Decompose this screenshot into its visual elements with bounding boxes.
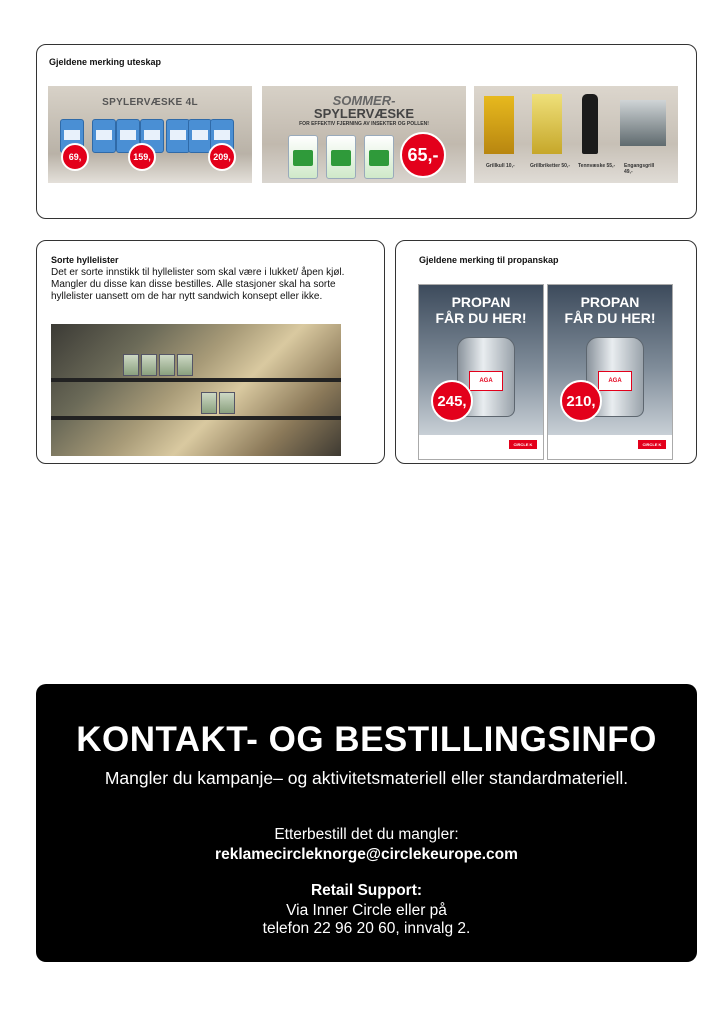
sommer-title: SOMMER- xyxy=(332,93,396,108)
washer-fluid-bag xyxy=(364,135,394,179)
sandwich-pack xyxy=(159,354,175,376)
product-label: Grillkull 10,- xyxy=(486,163,515,169)
price-badge: 210, xyxy=(560,380,602,422)
contact-subtitle: Mangler du kampanje– og aktivitetsmateriell eller standardmateriell. xyxy=(104,768,629,788)
price-badge: 69, xyxy=(61,143,89,171)
spylervaeske-4l-title: SPYLERVÆSKE 4L xyxy=(102,97,198,108)
washer-fluid-bag xyxy=(326,135,356,179)
uteskap-section xyxy=(36,44,697,219)
poster-headline-line1: PROPAN xyxy=(580,294,640,310)
washer-fluid-jug xyxy=(166,119,190,153)
price-badge: 159, xyxy=(128,143,156,171)
shelf-strip xyxy=(51,378,341,382)
propanskap-title: Gjeldene merking til propanskap xyxy=(419,255,559,265)
spylervaeske-title: SPYLERVÆSKE xyxy=(313,106,415,121)
propan-poster xyxy=(547,284,673,460)
fridge-shelf-photo xyxy=(51,324,341,456)
circle-k-logo: CIRCLE K xyxy=(509,440,537,449)
sandwich-pack xyxy=(123,354,139,376)
price-badge: 209, xyxy=(208,143,236,171)
sandwich-pack xyxy=(219,392,235,414)
poster-headline-line2: FÅR DU HER! xyxy=(564,310,656,326)
sandwich-pack xyxy=(177,354,193,376)
sommer-subtitle: FOR EFFEKTIV FJERNING AV INSEKTER OG POLLEN! xyxy=(299,121,429,127)
product-label: Tennvæske 55,- xyxy=(578,163,616,169)
sandwich-pack xyxy=(141,354,157,376)
sandwich-pack xyxy=(201,392,217,414)
contact-title: KONTAKT- OG BESTILLINGSINFO xyxy=(76,720,657,759)
propanskap-section xyxy=(395,240,697,464)
lighter-fluid-bottle xyxy=(582,94,598,154)
price-badge: 65,- xyxy=(400,132,446,178)
hyllelister-section xyxy=(36,240,385,464)
shelf-strip xyxy=(51,416,341,420)
retail-support-line2: telefon 22 96 20 60, innvalg 2. xyxy=(262,920,471,937)
washer-fluid-jug xyxy=(92,119,116,153)
washer-fluid-bag xyxy=(288,135,318,179)
contact-info-panel xyxy=(36,684,697,962)
retail-support-line1: Via Inner Circle eller på xyxy=(286,902,447,919)
tank-label: AGA xyxy=(598,371,632,391)
poster-headline-line1: PROPAN xyxy=(451,294,511,310)
briquettes-bag xyxy=(532,94,562,154)
poster-headline xyxy=(419,294,543,326)
price-badge: 245, xyxy=(431,380,473,422)
sommer-spylervaeske-poster xyxy=(262,86,466,183)
product-label: Engangsgrill 49,- xyxy=(624,163,655,175)
tank-label: AGA xyxy=(469,371,503,391)
disposable-grill xyxy=(620,100,666,146)
poster-headline xyxy=(548,294,672,326)
uteskap-title: Gjeldene merking uteskap xyxy=(49,57,162,67)
retail-support-label: Retail Support: xyxy=(310,882,423,899)
hyllelister-title: Sortе hyllelister xyxy=(51,255,119,265)
washer-fluid-jug xyxy=(188,119,212,153)
spylervaeske-4l-poster xyxy=(48,86,252,183)
circle-k-logo: CIRCLE K xyxy=(638,440,666,449)
order-email-link[interactable]: reklamecircleknorge@circlekeurope.com xyxy=(215,846,518,863)
hyllelister-text: Det er sorte innstikk til hyllelister som skal være i lukket/ åpen kjøl. Mangler du disse kan disse bestilles. Alle stasjoner skal ha sorte hyllelister uansett om de har nytt sandwich konsept eller ikke. xyxy=(51,267,345,302)
propan-poster xyxy=(418,284,544,460)
grill-products-poster xyxy=(474,86,678,183)
order-label: Etterbestill det du mangler: xyxy=(274,826,459,843)
poster-headline-line2: FÅR DU HER! xyxy=(435,310,527,326)
product-label: Grillbriketter 50,- xyxy=(530,163,571,169)
charcoal-bag xyxy=(484,96,514,154)
